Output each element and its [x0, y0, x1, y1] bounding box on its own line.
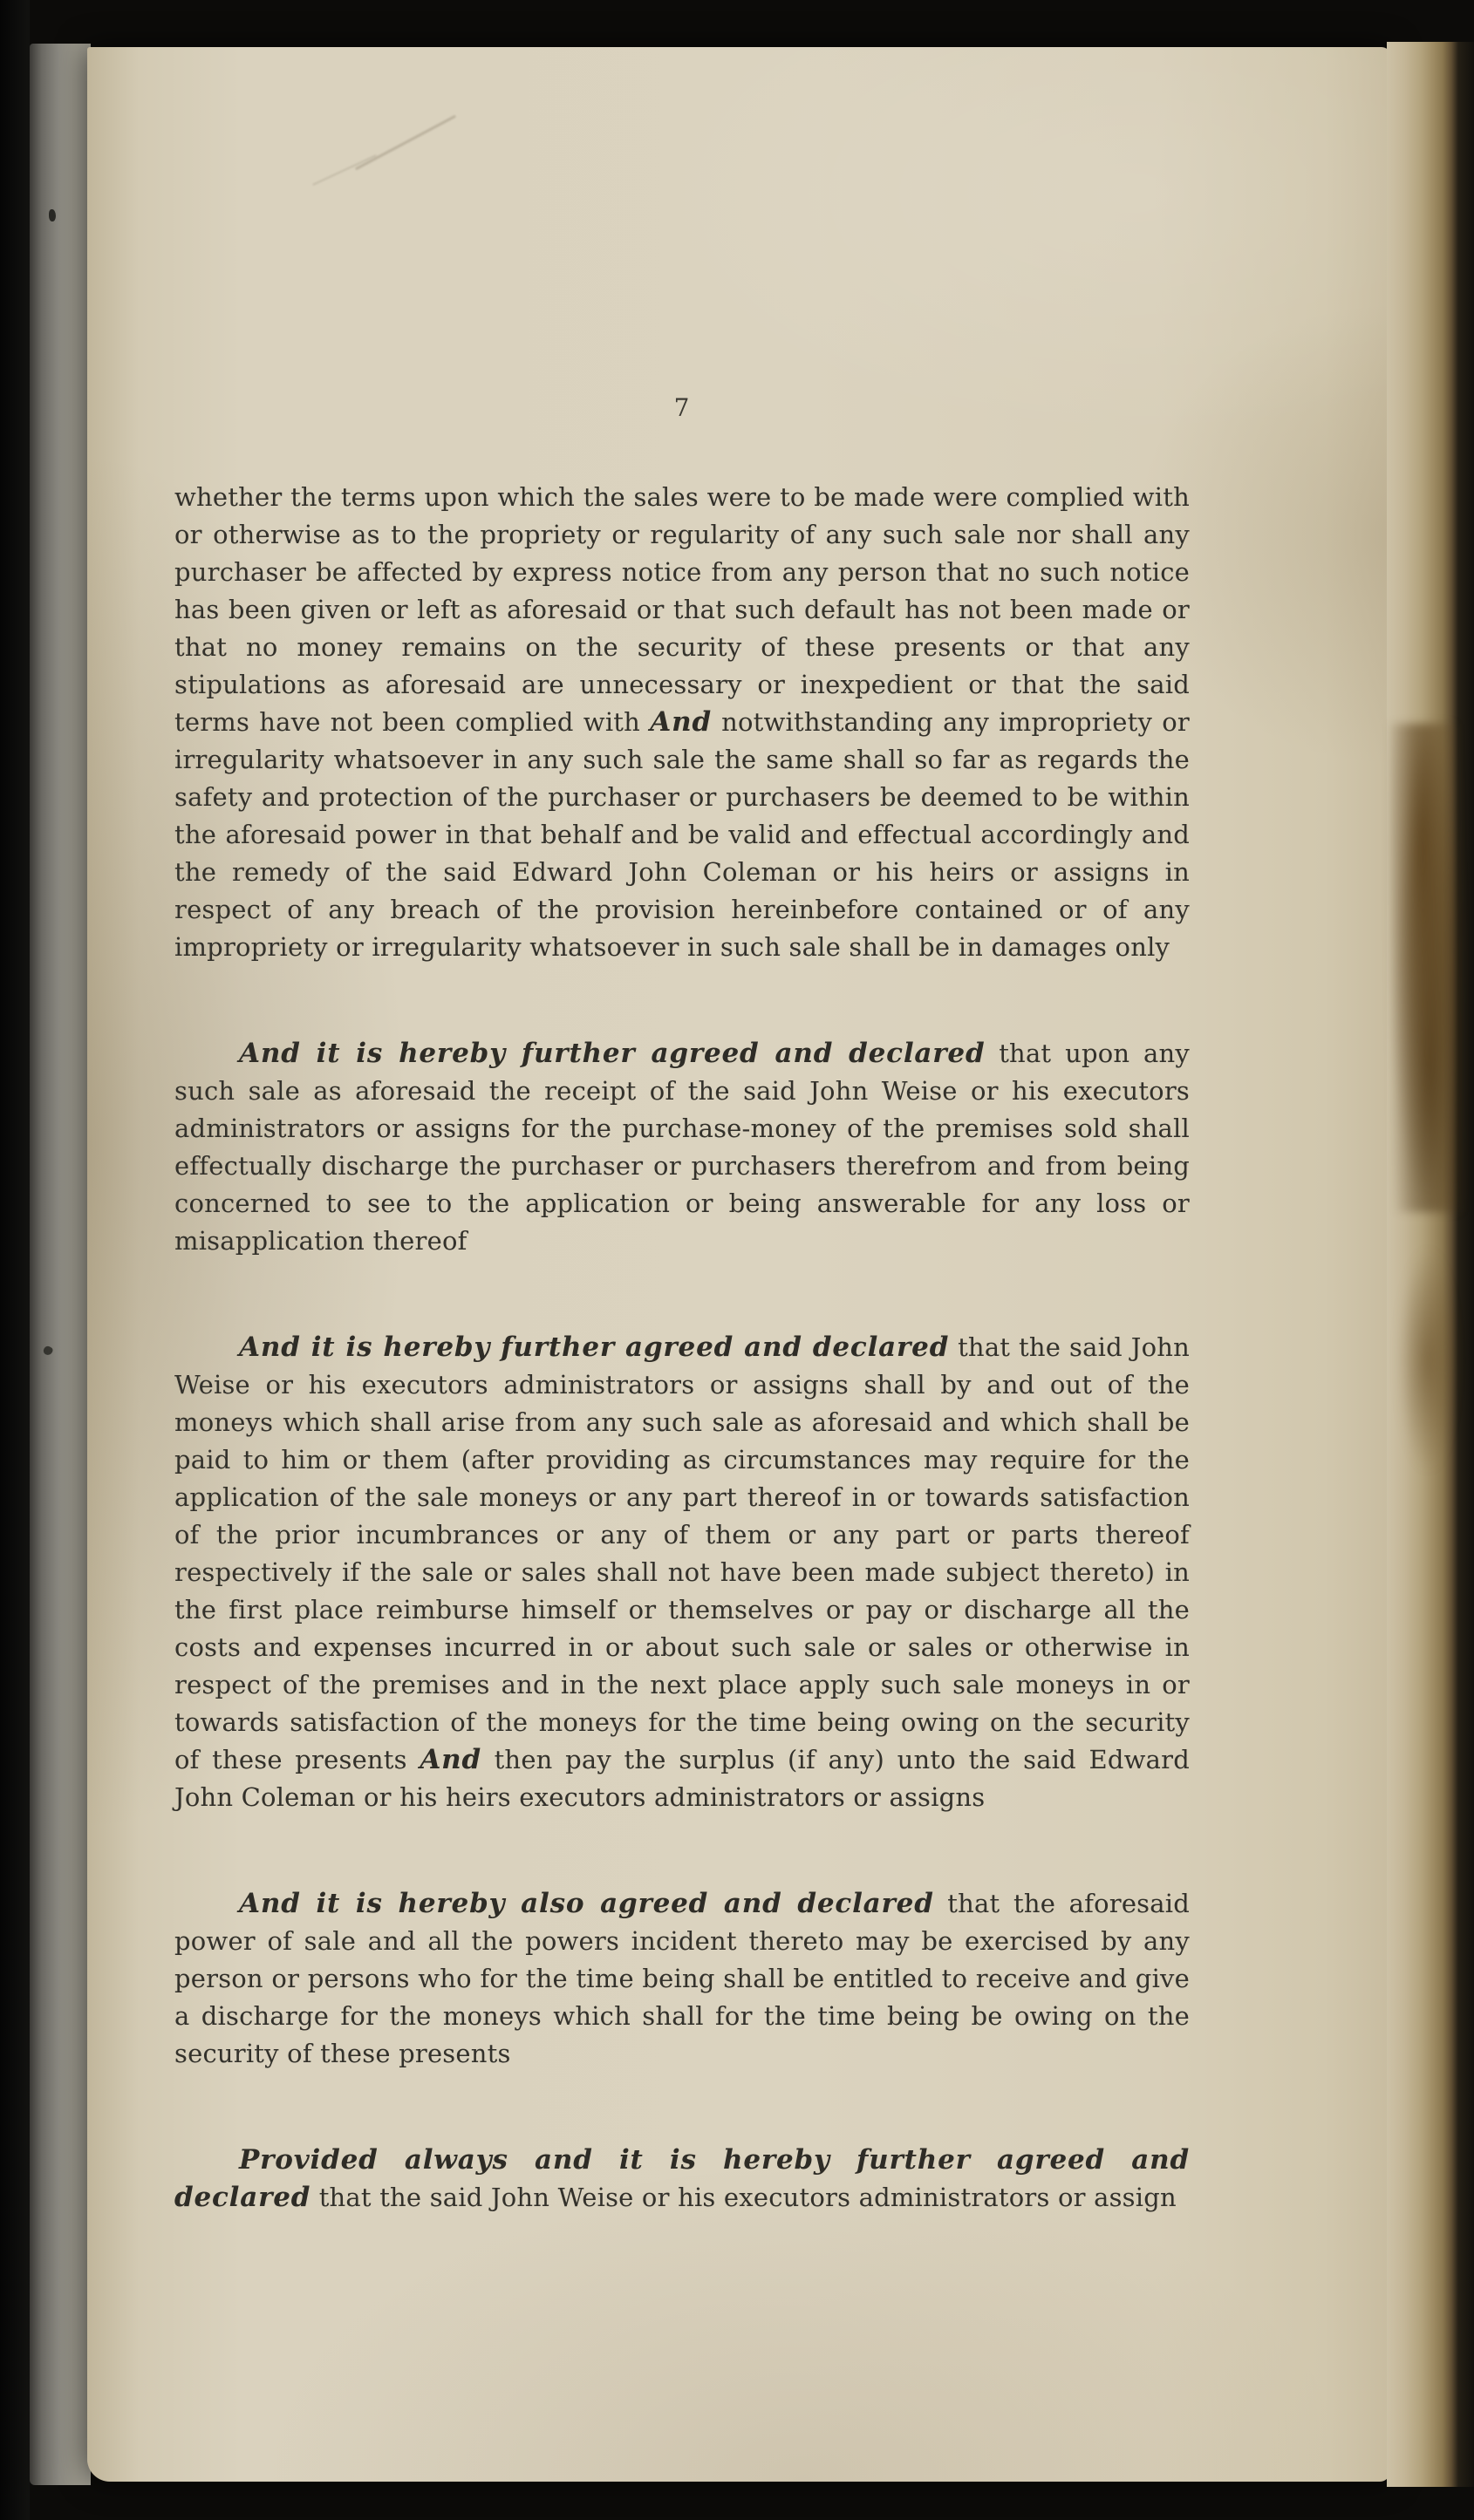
paper-crease	[355, 115, 456, 171]
edge-stain	[1397, 1247, 1458, 1474]
paragraph	[174, 2142, 1190, 2217]
text-segment: notwithstanding any impropriety or irregularity whatsoever in any such sale the same shall so far as regards the safety and protection of the purchaser or purchasers be deemed to be within the aforesaid power in that behalf and be valid and effectual accordingly and the remedy of the said Edward John Coleman or his heirs or assigns in respect of any breach of the provision hereinbefore contained or of any impropriety or irregularity whatsoever in such sale shall be in damages only	[174, 707, 1190, 962]
text-segment: that the said John Weise or his executors administrators or assigns shall by and out of the moneys which shall arise from any such sale as aforesaid and which shall be paid to him or them (after providing as circumstances may require for the application of the sale moneys or any part thereof in or towards satisfaction of the prior incumbrances or any of them or any part or parts thereof respectively if the sale or sales shall not have been made subject thereto) in the first place reimburse himself or themselves or pay or discharge all the costs and expenses incurred in or about such sale or sales or otherwise in respect of the premises and in the next place apply such sale moneys in or towards satisfaction of the moneys for the time being owing on the security of these presents	[174, 1332, 1190, 1774]
emphasis-and: And	[650, 706, 712, 738]
left-page-edges	[30, 44, 91, 2485]
text-segment: that the said John Weise or his executors administrators or assign	[310, 2183, 1177, 2212]
text-segment: that the aforesaid power of sale and all the powers incident thereto may be exercised by any person or persons who for the time being shall be entitled to receive and give a discharge for the moneys which shall for the time being be owing on the security of these presents	[174, 1889, 1190, 2068]
text-segment: then pay the surplus (if any) unto the said Edward John Coleman or his heirs executors administrators or assigns	[174, 1745, 1190, 1812]
clause-heading: Provided always and it is hereby further agreed and	[239, 2144, 1190, 2176]
paper-crease	[312, 154, 376, 186]
edge-stain	[1390, 724, 1462, 1212]
clause-heading: And it is hereby further agreed and declared	[239, 1038, 986, 1069]
document-page	[87, 47, 1390, 2482]
paragraph	[174, 479, 1190, 966]
page-text-block	[174, 389, 1190, 2217]
page-number: 7	[673, 393, 691, 422]
clause-heading: And it is hereby further agreed and declared	[239, 1332, 950, 1363]
clause-heading: And it is hereby also agreed and declared	[239, 1888, 934, 1919]
scan-speck	[49, 209, 56, 221]
book-binding-shadow	[0, 0, 30, 2520]
paragraph	[174, 1035, 1190, 1260]
paragraph	[174, 1885, 1190, 2073]
paragraph	[174, 1329, 1190, 1816]
text-segment: that upon any such sale as aforesaid the receipt of the said John Weise or his executors administrators or assigns for the purchase-money of the premises sold shall effectually discharge the purchaser or purchasers therefrom and from being concerned to see to the application or being answerable for any loss or misapplication thereof	[174, 1039, 1190, 1256]
text-segment: whether the terms upon which the sales were to be made were complied with or otherwise as to the propriety or regularity of any such sale nor shall any purchaser be affected by express notice from any person that no such notice has been given or left as aforesaid or that such default has not been made or that no money remains on the security of these presents or that any stipulations as aforesaid are unnecessary or inexpedient or that the said terms have not been complied with	[174, 482, 1190, 737]
emphasis-and: And	[420, 1744, 481, 1775]
clause-heading-continued: declared	[174, 2182, 311, 2213]
